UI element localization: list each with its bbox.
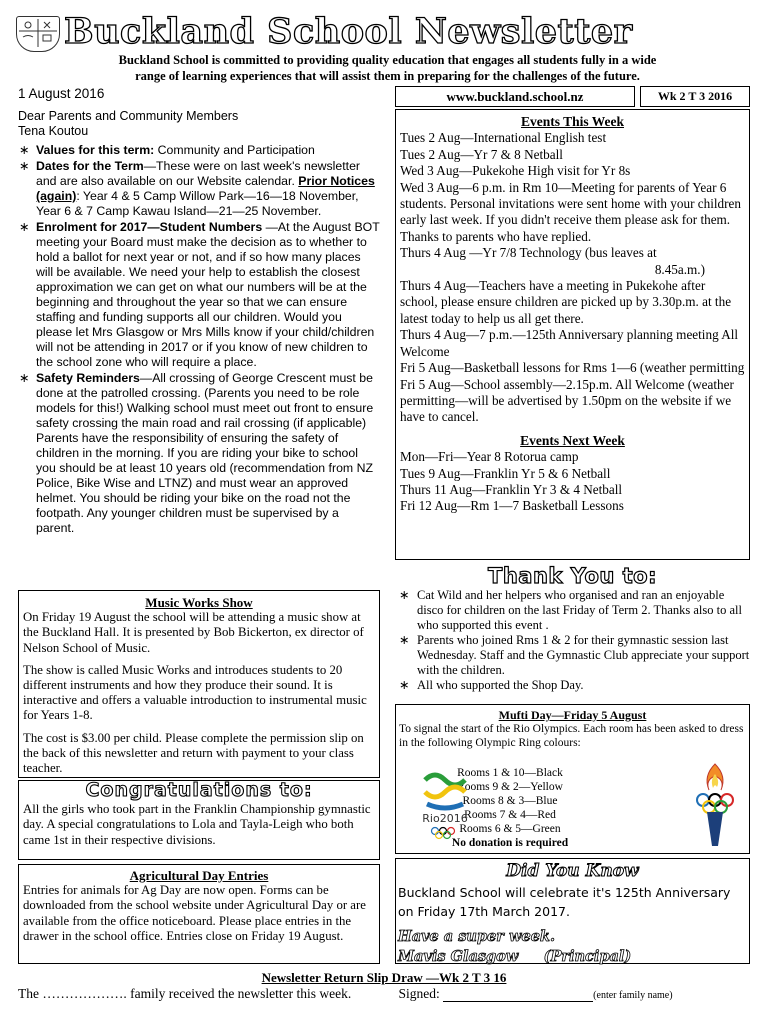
list-item: Rooms 9 & 2—Yellow — [457, 781, 563, 793]
event-item: Tues 9 Aug—Franklin Yr 5 & 6 Netball — [400, 465, 611, 481]
item-text: Community and Participation — [154, 143, 315, 157]
list-item — [18, 159, 380, 219]
list-item: Rooms 1 & 10—Black — [457, 767, 563, 779]
congratulations-panel — [18, 780, 380, 860]
list-item: Rooms 8 & 3—Blue — [462, 795, 558, 807]
agri-title: Agricultural Day Entries — [129, 868, 269, 883]
music-works-panel — [18, 590, 380, 778]
slip-hint: (enter family name) — [593, 990, 673, 1001]
newsletter-date: 1 August 2016 — [18, 86, 105, 101]
return-slip-line — [18, 986, 753, 1002]
tagline-line-2: range of learning experiences that will assist them in preparing for the challenges of the future. — [135, 69, 640, 83]
mufti-text: To signal the start of the Rio Olympics. Each room has been asked to dress in the following Olympic Ring colours: — [399, 723, 744, 749]
agricultural-day-panel — [18, 864, 380, 964]
congratulations-title: Congratulations to: — [85, 779, 313, 801]
event-item: Tues 2 Aug—International English test — [400, 130, 607, 146]
list-item: ∗ Parents who joined Rms 1 & 2 for their gymnastic session last Wednesday. Staff and the Gymnastic Club appreciate your support with the children. — [395, 633, 750, 678]
events-this-week-title: Events This Week — [520, 114, 625, 129]
event-item: Thurs 4 Aug—Teachers have a meeting in Pukekohe after school, please ensure children are picked up by 3.30p.m. at the latest today to help us all get there. — [400, 278, 732, 326]
event-item: Fri 5 Aug—School assembly—2.15p.m. All Welcome (weather permitting—will be advertised by 1.50pm on the website if we have to cancel. — [400, 376, 734, 425]
events-panel — [395, 109, 750, 560]
event-item: Wed 3 Aug—6 p.m. in Rm 10—Meeting for parents of Year 6 students. Personal invitations were sent home with your children early last week. If you didn't receive them please ask for them. Thanks to parents who have replied. — [400, 179, 741, 244]
list-item — [18, 371, 380, 536]
item-heading: Safety Reminders — [36, 371, 140, 385]
website-link[interactable]: www.buckland.school.nz — [395, 86, 635, 107]
greeting-line: Dear Parents and Community Members — [18, 109, 239, 123]
did-you-know-title: Did You Know — [506, 861, 639, 881]
event-item: Wed 3 Aug—Pukekohe High visit for Yr 8s — [400, 163, 631, 179]
signature-field[interactable] — [443, 989, 593, 1002]
mufti-note: No donation is required — [451, 837, 569, 849]
thank-you-title: Thank You to: — [488, 564, 658, 588]
principal-notes — [18, 143, 380, 537]
event-item: Fri 12 Aug—Rm 1—7 Basketball Lessons — [400, 498, 624, 514]
principal-signature — [398, 947, 747, 967]
principal-role: (Principal) — [543, 948, 632, 965]
event-item: Fri 5 Aug—Basketball lessons for Rms 1—6 (weather permitting — [400, 360, 745, 376]
music-paragraph: The show is called Music Works and introduces students to 20 different instruments and how they produce their sound. It is interactive and offers a valuable introduction to instrumental music for Years 1-8. — [23, 662, 367, 723]
event-item: Tues 2 Aug—Yr 7 & 8 Netball — [400, 146, 563, 162]
item-text: —At the August BOT meeting your Board must make the decision as to whether to hold a ballot for next year or not, and if so how many places will be available. We need your help to establish the closest approximation we can get on what our numbers will be at the beginning and throughout the year so that we can ensure staffing and funding supports all our children. Would you please let Mrs Glasgow or Mrs Mills know if your child/children will not be attending in 2017 or if you know of new children to the school zone who will require a place. — [36, 220, 380, 369]
tagline — [20, 52, 755, 84]
principal-name: Mavis Glasgow — [398, 948, 519, 965]
greeting — [18, 109, 238, 139]
event-item: Thurs 4 Aug —Yr 7/8 Technology (bus leaves at — [400, 245, 657, 261]
congratulations-text: All the girls who took part in the Franklin Championship gymnastic day. A special congratulations to Lola and Tayla-Leigh who both came 1st in their respective divisions. — [23, 802, 371, 847]
events-next-week-title: Events Next Week — [520, 432, 625, 448]
slip-text: The ………………. family received the newsletter this week. — [18, 986, 352, 1001]
music-paragraph: On Friday 19 August the school will be attending a music show at the Buckland Hall. It is presented by Bob Bickerton, ex director of Nelson School of Music. — [23, 610, 364, 655]
item-text: —These were on last week's newsletter and are also available on our Website calendar. — [36, 159, 361, 188]
mufti-title: Mufti Day—Friday 5 August — [498, 708, 647, 722]
item-text: : Year 4 & 5 Camp Willow Park—16—18 November, Year 6 & 7 Camp Kawau Island—21—25 November. — [36, 189, 359, 218]
rio-olympics-logo — [415, 770, 475, 840]
tagline-line-1: Buckland School is committed to providing quality education that engages all students fully in a wide — [118, 53, 657, 67]
rio-logo-text: Rio2016 — [422, 812, 468, 825]
agri-text: Entries for animals for Ag Day are now open. Forms can be downloaded from the school website under Agricultural Day or are available from the office noticeboard. Please place entries in the drawer in the school office. Entries close on Friday 19 August. — [23, 883, 366, 943]
week-label: Wk 2 T 3 2016 — [640, 86, 750, 107]
music-title: Music Works Show — [145, 595, 253, 610]
newsletter-title: Buckland School Newsletter — [64, 11, 633, 52]
item-heading: Values for this term: — [36, 143, 155, 157]
signoff: Have a super week. — [398, 928, 556, 945]
list-item: Rooms 7 & 4—Red — [464, 809, 556, 821]
did-you-know-panel — [395, 858, 750, 964]
list-item — [18, 143, 380, 158]
olympic-torch-icon — [690, 760, 740, 850]
event-item: Mon—Fri—Year 8 Rotorua camp — [400, 449, 579, 465]
list-item: ∗ All who supported the Shop Day. — [395, 678, 750, 693]
event-item: Thurs 11 Aug—Franklin Yr 3 & 4 Netball — [400, 481, 623, 497]
item-heading: Enrolment for 2017—Student Numbers — [36, 220, 263, 234]
list-item — [18, 220, 380, 370]
signed-label: Signed: — [398, 986, 440, 1001]
item-heading: Dates for the Term — [36, 159, 144, 173]
prior-notices-label: Prior Notices (again) — [36, 174, 375, 203]
list-item: Rooms 6 & 5—Green — [459, 823, 561, 835]
did-you-know-text: Buckland School will celebrate it's 125th Anniversary on Friday 17th March 2017. — [398, 885, 731, 919]
item-text: —All crossing of George Crescent must be done at the patrolled crossing. (Parents you need to be role models for this!) Walking school must meet out front to ensure safety crossing the main road and rail crossing (if applicable) Parents have the responsibility of ensuring the safety of children in the morning. If you are riding your bike to school you should be at least 10 years old (recommendation from NZ Police, Bike Wise and LTNZ) and must wear an approved helmet. You should be riding your bike on the road not the footpath. Any younger children must be supervised by a parent. — [36, 371, 374, 535]
music-paragraph: The cost is $3.00 per child. Please complete the permission slip on the back of this newsletter and return with payment to your class teacher. — [23, 730, 364, 776]
list-item: ∗ Cat Wild and her helpers who organised and ran an enjoyable disco for children on the last Friday of Term 2. Thanks also to all who supported this event . — [395, 588, 750, 633]
event-item-time: 8.45a.m.) — [654, 261, 705, 277]
greeting-line: Tena Koutou — [18, 124, 89, 138]
event-item: Thurs 4 Aug—7 p.m.—125th Anniversary planning meeting All Welcome — [400, 327, 739, 359]
school-crest-logo — [16, 16, 60, 52]
thank-you-list — [395, 588, 750, 693]
return-slip-title: Newsletter Return Slip Draw —Wk 2 T 3 16 — [261, 970, 507, 985]
